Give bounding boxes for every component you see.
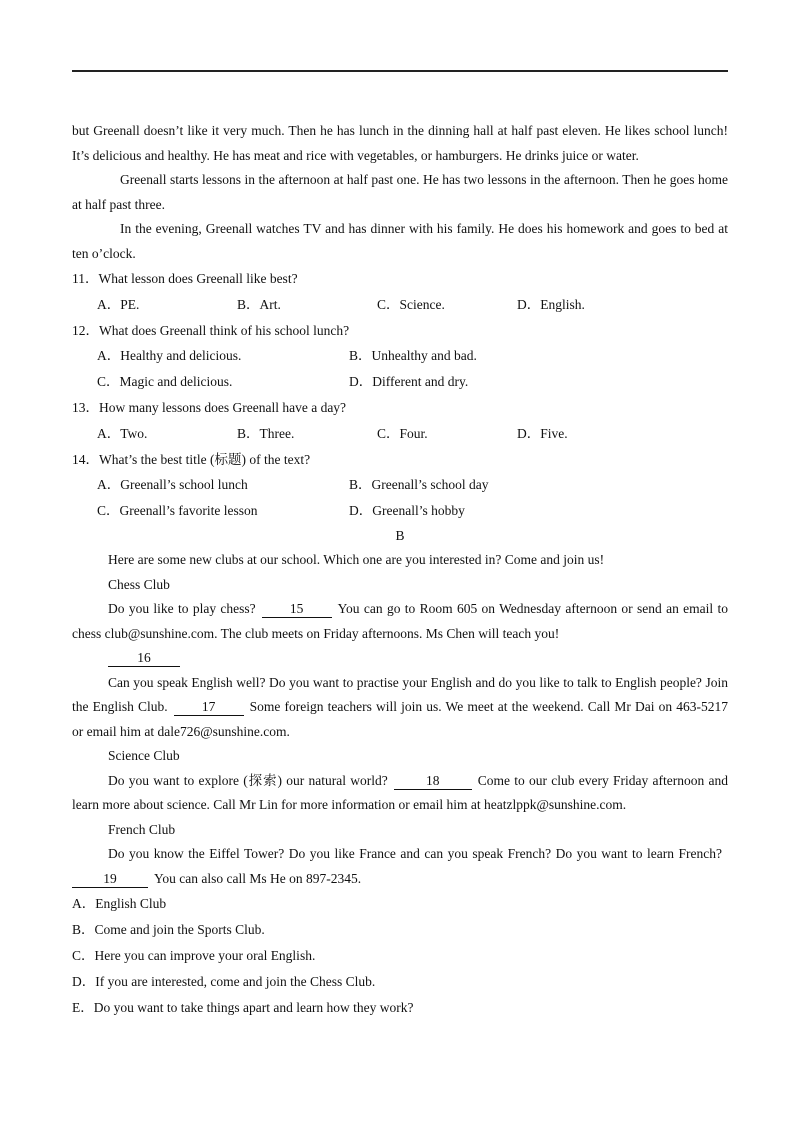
option: A．Healthy and delicious.: [97, 348, 242, 364]
option: B．Unhealthy and bad.: [349, 348, 477, 364]
blank-16: 16: [108, 650, 180, 667]
choice-e: E．Do you want to take things apart and learn how they work?: [72, 999, 414, 1015]
blank-18: 18: [394, 773, 472, 790]
option: D．Different and dry.: [349, 374, 469, 390]
choice-a: A．English Club: [72, 896, 167, 912]
option: A．Greenall’s school lunch: [97, 477, 248, 493]
blank-17: 17: [174, 699, 244, 716]
option: C．Science.: [377, 296, 445, 312]
blank-19: 19: [72, 871, 148, 888]
french-club-para: [72, 842, 728, 891]
option: D．Five.: [517, 425, 568, 441]
french-text-b: You can also call Ms He on 897-2345.: [154, 870, 362, 886]
option: A．PE.: [97, 296, 140, 312]
science-club-para: [72, 769, 728, 818]
question-11-options: [72, 292, 728, 318]
option: C．Four.: [377, 425, 428, 441]
option: D．Greenall’s hobby: [349, 503, 465, 519]
question-13: 13．How many lessons does Greenall have a day?: [72, 399, 347, 415]
question-14: 14．What’s the best title (标题) of the text?: [72, 451, 311, 467]
french-club-title: French Club: [108, 821, 176, 837]
question-13-options: [72, 421, 728, 447]
question-12-options-row2: [72, 369, 728, 395]
science-club-title: Science Club: [108, 748, 180, 764]
section-b-intro: Here are some new clubs at our school. Which one are you interested in? Come and join us!: [108, 552, 605, 568]
question-11: 11．What lesson does Greenall like best?: [72, 271, 298, 286]
option: C．Magic and delicious.: [97, 374, 233, 390]
choice-d: D．If you are interested, come and join the Chess Club.: [72, 973, 376, 989]
chess-text-b: You can go to Room 605 on Wednesday afternoon or send an email to chess club@sunshine.com. The club meets on Friday afternoons. Ms Chen will teach you!: [72, 601, 728, 641]
option: B．Greenall’s school day: [349, 477, 489, 493]
option: B．Art.: [237, 296, 281, 312]
question-14-options-row1: [72, 472, 728, 498]
question-12: 12．What does Greenall think of his school lunch?: [72, 322, 350, 338]
chess-club-para: [72, 597, 728, 646]
header-rule: [72, 70, 728, 72]
passage-a-para-2: Greenall starts lessons in the afternoon at half past one. He has two lessons in the afternoon. Then he goes home at half past three.: [72, 172, 728, 212]
option: B．Three.: [237, 425, 295, 441]
science-text-b: Come to our club every Friday afternoon and learn more about science. Call Mr Lin for more information or email him at heatzlppk@sunshine.com.: [72, 772, 728, 813]
question-14-options-row2: [72, 498, 728, 524]
choice-b: B．Come and join the Sports Club.: [72, 922, 265, 938]
english-text-a: Can you speak English well? Do you want to practise your English and do you like to talk to English people? Join the English Club.: [72, 674, 728, 715]
option: D．English.: [517, 296, 585, 312]
passage-a-para-1: but Greenall doesn’t like it very much. Then he has lunch in the dinning hall at half past eleven. He likes school lunch! It’s delicious and healthy. He has meat and rice with vegetables, or hamburgers. He drinks juice or water.: [72, 123, 728, 163]
option: C．Greenall’s favorite lesson: [97, 503, 258, 519]
chess-club-title: Chess Club: [108, 576, 170, 592]
science-text-a: Do you want to explore (探索) our natural world?: [108, 772, 388, 788]
choice-c: C．Here you can improve your oral English.: [72, 948, 316, 964]
section-b-label: B: [395, 527, 405, 543]
english-club-para: [72, 671, 728, 745]
option: A．Two.: [97, 425, 148, 441]
passage-a-para-3: In the evening, Greenall watches TV and has dinner with his family. He does his homework and goes to bed at ten o’clock.: [72, 221, 728, 261]
chess-text-a: Do you like to play chess?: [108, 601, 256, 617]
question-12-options-row1: [72, 343, 728, 369]
document-body: [72, 119, 728, 1020]
french-text-a: Do you know the Eiffel Tower? Do you like France and can you speak French? Do you want to learn French?: [108, 846, 722, 862]
english-text-b: Some foreign teachers will join us. We meet at the weekend. Call Mr Dai on 463-5217 or email him at dale726@sunshine.com.: [72, 699, 728, 739]
english-club-heading: [72, 646, 728, 671]
blank-15: 15: [262, 601, 332, 618]
